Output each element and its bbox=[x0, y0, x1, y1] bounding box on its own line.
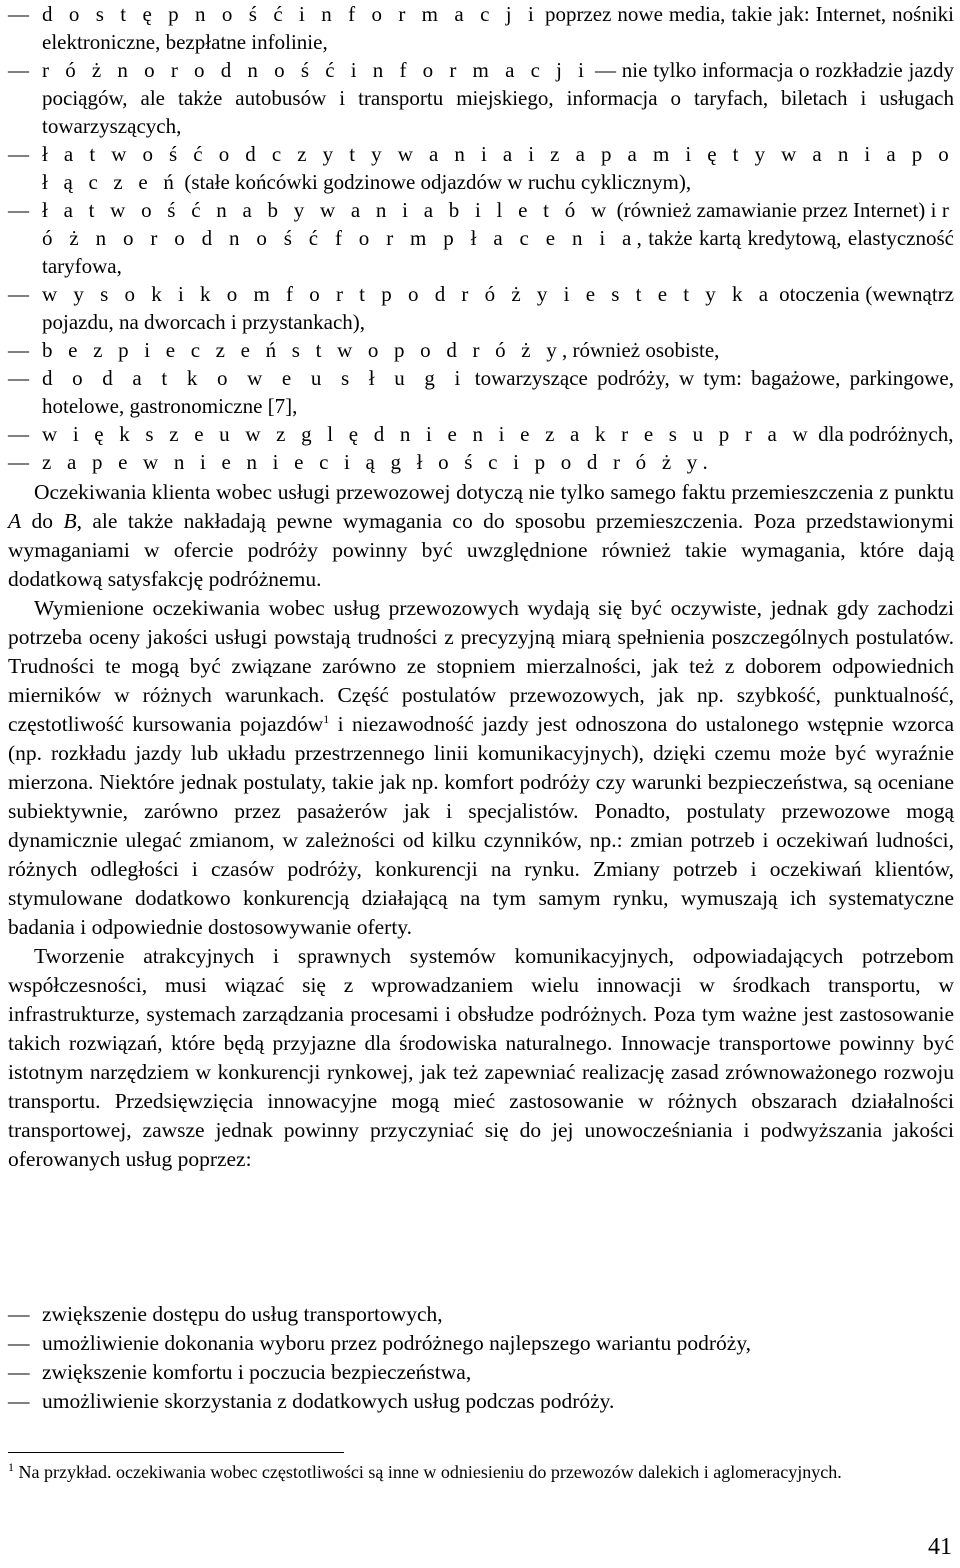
list-item-text: umożliwienie dokonania wyboru przez podróżnego najlepszego wariantu podróży, bbox=[42, 1331, 752, 1355]
dash-bullet: — bbox=[8, 450, 29, 474]
dash-bullet: — bbox=[8, 338, 29, 362]
spaced-term: z a p e w n i e n i e c i ą g ł o ś c i p o d r ó ż y bbox=[42, 450, 703, 474]
list-item bbox=[8, 336, 954, 364]
paragraph-expectations bbox=[8, 478, 954, 594]
dash-bullet: — bbox=[8, 142, 29, 166]
spaced-term: ł a t w o ś ć o d c z y t y w a n i a i z a p a m i ę t y w a n i a p o ł ą c z e ń bbox=[42, 142, 954, 194]
list-item-text: poprzez nowe media, takie jak: Internet, nośniki elektroniczne, bezpłatne infolinie, bbox=[42, 2, 954, 54]
list-item bbox=[8, 448, 954, 476]
spaced-term: b e z p i e c z e ń s t w o p o d r ó ż y bbox=[42, 338, 562, 362]
list-item-text: , także kartą kredytową, elastyczność taryfowa, bbox=[42, 226, 954, 278]
innovation-goals-list bbox=[8, 1300, 954, 1416]
spaced-term: r ó ż n o r o d n o ś ć i n f o r m a c j i bbox=[42, 58, 590, 82]
page-number: 41 bbox=[928, 1534, 952, 1560]
list-item bbox=[8, 196, 954, 280]
dash-bullet: — bbox=[8, 1302, 30, 1326]
list-item bbox=[8, 56, 954, 140]
paragraph-text: , ale także nakładają pewne wymagania co do sposobu przemieszczenia. Poza przedstawionymi wymaganiami w ofercie podróży powinny być uwzględnione również takie wymagania, które dają dodatkową satysfakcję podróżnemu. bbox=[8, 509, 954, 591]
spaced-term: ł a t w o ś ć n a b y w a n i a b i l e t ó w bbox=[42, 198, 612, 222]
list-item-text: zwiększenie dostępu do usług transportowych, bbox=[42, 1302, 443, 1326]
body-text bbox=[8, 478, 954, 1174]
list-item bbox=[8, 364, 954, 420]
list-item-text: otoczenia (wewnątrz pojazdu, na dworcach i przystankach), bbox=[42, 282, 954, 334]
list-item bbox=[8, 1387, 954, 1416]
list-item bbox=[8, 140, 954, 196]
list-item bbox=[8, 1300, 954, 1329]
spaced-term: d o s t ę p n o ś ć i n f o r m a c j i bbox=[42, 2, 540, 26]
list-item-text: . bbox=[702, 450, 708, 474]
point-a-label: A bbox=[8, 509, 22, 533]
list-item-text: umożliwienie skorzystania z dodatkowych usług podczas podróży. bbox=[42, 1389, 615, 1413]
spaced-term: w i ę k s z e u w z g l ę d n i e n i e z a k r e s u p r a w bbox=[42, 422, 813, 446]
list-item-text: (również zamawianie przez Internet) i bbox=[611, 198, 942, 222]
list-item-text: , również osobiste, bbox=[561, 338, 720, 362]
paragraph-text: Oczekiwania klienta wobec usługi przewozowej dotyczą nie tylko samego faktu przemieszczenia z punktu bbox=[34, 480, 954, 504]
dash-bullet: — bbox=[8, 366, 29, 390]
paragraph-text: do bbox=[21, 509, 64, 533]
dash-bullet: — bbox=[8, 198, 29, 222]
list-item-text: — nie tylko informacja o rozkładzie jazdy pociągów, ale także autobusów i transportu miejskiego, informacja o taryfach, biletach i usługach towarzyszących, bbox=[42, 58, 954, 138]
list-item bbox=[8, 0, 954, 56]
footnote-marker: 1 bbox=[8, 1460, 14, 1474]
dash-bullet: — bbox=[8, 1389, 30, 1413]
postulates-list bbox=[8, 0, 954, 476]
footnote bbox=[8, 1460, 954, 1485]
dash-bullet: — bbox=[8, 422, 29, 446]
list-item-text: zwiększenie komfortu i poczucia bezpieczeństwa, bbox=[42, 1360, 472, 1384]
paragraph-innovation: Tworzenie atrakcyjnych i sprawnych systemów komunikacyjnych, odpowiadających potrzebom współczesności, musi wiązać się z wprowadzaniem wielu innowacji w środkach transportu, w infrastrukturze, systemach zarządzania procesami i obsłudze podróżnych. Poza tym ważne jest zastosowanie takich rozwiązań, które będą przyjazne dla środowiska naturalnego. Innowacje transportowe powinny być istotnym narzędziem w konkurencji rynkowej, jak też zapewniać realizację zasad zrównoważonego rozwoju transportu. Przedsięwzięcia innowacyjne mogą mieć zastosowanie w różnych obszarach działalności transportowej, zawsze jednak powinny przyczyniać się do jej unowocześniania i podwyższania jakości oferowanych usług poprzez: bbox=[8, 944, 954, 1171]
paragraph-text: i niezawodność jazdy jest odnoszona do ustalonego wstępnie wzorca (np. rozkładu jazdy lub układu przestrzennego linii komunikacyjnych), dzięki czemu może być wyraźnie mierzona. Niektóre jednak postulaty, takie jak np. komfort podróży czy warunki bezpieczeństwa, są oceniane subiektywnie, zarówno przez pasażerów jak i specjalistów. Ponadto, postulaty przewozowe mogą dynamicznie ulegać zmianom, w zależności od kilku czynników, np.: zmian potrzeb i oczekiwań ludności, różnych odległości i czasów podróży, konkurencji na rynku. Zmiany potrzeb i oczekiwań klientów, stymulowane dodatkowo konkurencją działającą na tym samym rynku, wymuszają ich systematyczne badania i odpowiednie dostosowywanie oferty. bbox=[8, 712, 954, 939]
dash-bullet: — bbox=[8, 2, 29, 26]
paragraph-measurement bbox=[8, 594, 954, 942]
dash-bullet: — bbox=[8, 58, 29, 82]
list-item bbox=[8, 280, 954, 336]
spaced-term: r ó ż n o r o d n o ś ć f o r m p ł a c e n i a bbox=[42, 198, 955, 250]
footnote-divider bbox=[8, 1452, 344, 1453]
list-item-text: (stałe końcówki godzinowe odjazdów w ruchu cyklicznym), bbox=[179, 170, 692, 194]
spaced-term: w y s o k i k o m f o r t p o d r ó ż y i e s t e t y k a bbox=[42, 282, 774, 306]
footnote-text: Na przykład. oczekiwania wobec częstotliwości są inne w odniesieniu do przewozów dalekich i aglomeracyjnych. bbox=[14, 1462, 842, 1482]
spaced-term: d o d a t k o w e u s ł u g i bbox=[42, 366, 466, 390]
list-item bbox=[8, 1358, 954, 1387]
list-item bbox=[8, 1329, 954, 1358]
dash-bullet: — bbox=[8, 282, 29, 306]
list-item-text: towarzyszące podróży, w tym: bagażowe, parkingowe, hotelowe, gastronomiczne [7], bbox=[42, 366, 954, 418]
list-item bbox=[8, 420, 954, 448]
point-b-label: B bbox=[63, 509, 77, 533]
dash-bullet: — bbox=[8, 1360, 30, 1384]
dash-bullet: — bbox=[8, 1331, 30, 1355]
list-item-text: dla podróżnych, bbox=[812, 422, 954, 446]
paragraph-text: Wymienione oczekiwania wobec usług przewozowych wydają się być oczywiste, jednak gdy zachodzi potrzeba oceny jakości usługi powstają trudności z precyzyjną miarą spełnienia poszczególnych postulatów. Trudności te mogą być związane zarówno ze stopniem mierzalności, jak też z doborem odpowiednich mierników w różnych warunkach. Część postulatów przewozowych, jak np. szybkość, punktualność, częstotliwość kursowania pojazdów bbox=[8, 596, 954, 736]
footnote-reference: 1 bbox=[323, 711, 330, 726]
